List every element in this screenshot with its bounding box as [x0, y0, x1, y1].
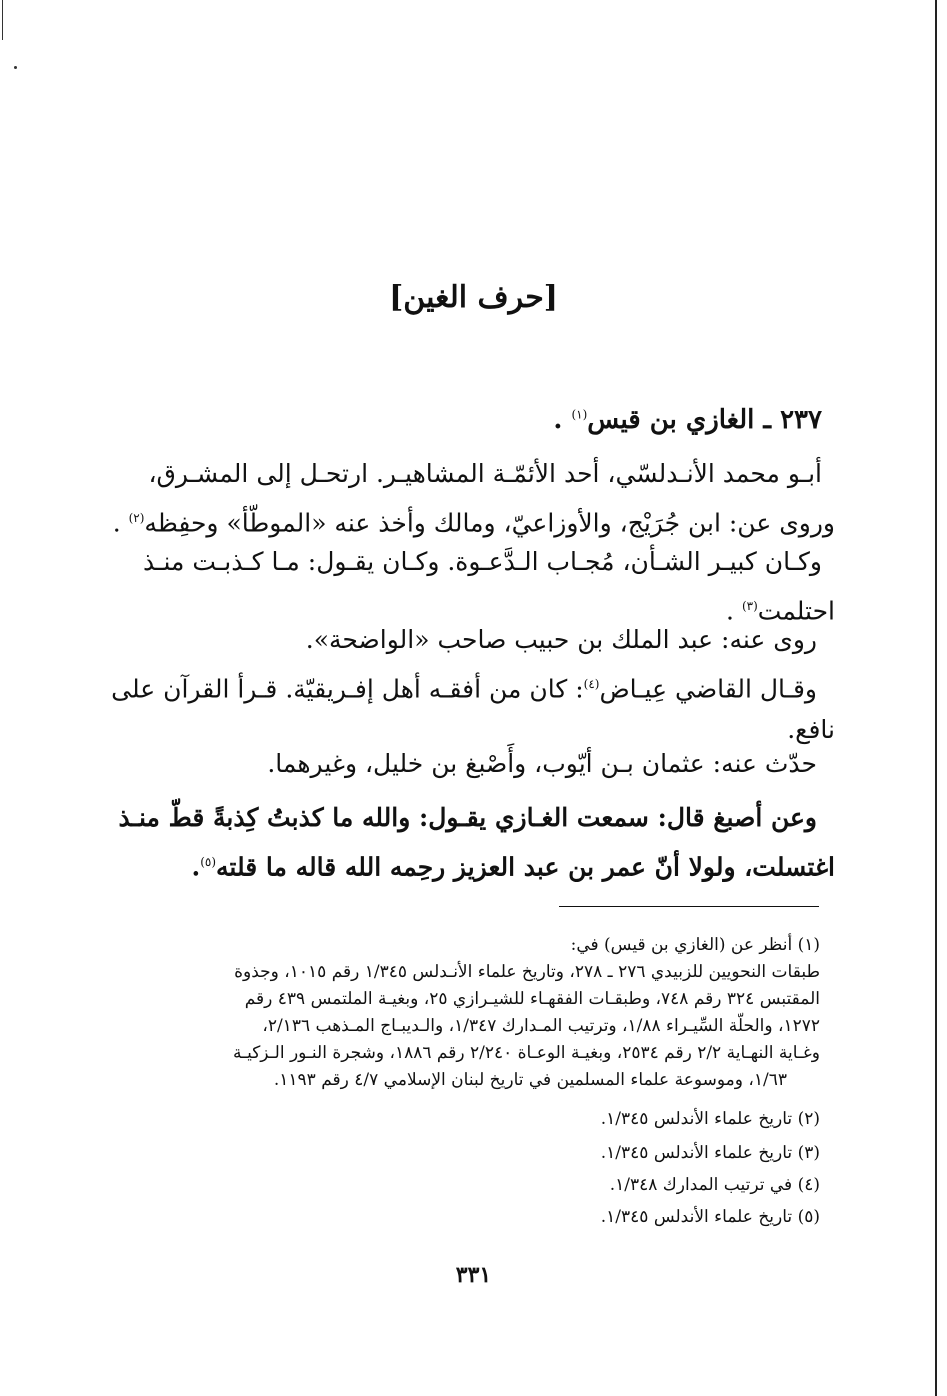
- footnote-5-text: تاريخ علماء الأندلس ١/٣٤٥.: [600, 1207, 793, 1227]
- footnote-4-text: في ترتيب المدارك ١/٣٤٨.: [609, 1175, 793, 1195]
- body-line-2-end: .: [112, 508, 121, 538]
- body-line-10-text: اغتسلت، ولولا أنّ عمر بن عبد العزيز رحِمه الله قاله ما قلته: [216, 852, 835, 882]
- entry-title-footnote-ref[interactable]: (١): [571, 407, 588, 422]
- body-line-3: وكـان كبيـر الشـأن، مُجـاب الـدَّعـوة. وكـان يقـول: مـا كـذبـت منـذ: [143, 547, 822, 576]
- footnote-1-line-4: ١٢٧٢، والحلّة السِّيـراء ١/٨٨، وترتيب المـدارك ١/٣٤٧، والـديبـاج المـذهب ٢/١٣٦،: [262, 1016, 820, 1036]
- footnote-3-number: (٣): [797, 1143, 820, 1163]
- body-line-9: وعن أصبغ قال: سمعت الغـازي يقـول: والله ما كذبتُ كِذبةً قطّ منـذ: [118, 803, 817, 832]
- footnote-ref-2[interactable]: (٢): [128, 511, 145, 525]
- entry-title-end: .: [553, 405, 563, 435]
- body-line-10-end: .: [191, 852, 201, 882]
- footnote-ref-3[interactable]: (٣): [741, 599, 758, 613]
- footnote-ref-4[interactable]: (٤): [583, 677, 600, 691]
- footnote-1-line-1: [571, 934, 820, 956]
- footnote-1-line-5: وغـاية النهـاية ٢/٢ رقم ٢٥٣٤، وبغيـة الوعـاة ٢/٢٤٠ رقم ١٨٨٦، وشجرة النـور الـزكيـة: [232, 1043, 820, 1063]
- footnote-4-number: (٤): [797, 1175, 820, 1195]
- page-edge-line: [935, 0, 937, 1396]
- footnote-5-number: (٥): [797, 1207, 820, 1227]
- footnote-3-text: تاريخ علماء الأندلس ١/٣٤٥.: [600, 1143, 793, 1163]
- body-line-6-end: : كان من أفقـه أهل إفـريقيّة. قـرأ القرآن على: [111, 674, 584, 704]
- footnote-5: [601, 1206, 820, 1228]
- footnote-ref-5[interactable]: (٥): [200, 855, 217, 869]
- body-line-5: روى عنه: عبد الملك بن حبيب صاحب «الواضحة».: [305, 625, 817, 654]
- body-line-6-text: وقـال القاضي عِيـاض: [599, 674, 817, 704]
- scan-edge-mark: [2, 0, 3, 40]
- scan-speck: [14, 66, 17, 69]
- page-number: ٣٣١: [455, 1262, 492, 1288]
- body-line-1: أبـو محمد الأنـدلسّي، أحد الأئمّـة المشاهيـر. ارتحـل إلى المشـرق،: [148, 459, 822, 488]
- body-line-4-text: احتلمت: [757, 596, 835, 626]
- footnote-separator: [559, 906, 819, 907]
- body-line-8: حدّث عنه: عثمان بـن أيّوب، وأَصْبغ بن خليل، وغيرهما.: [267, 749, 817, 778]
- chapter-title: [حرف الغين]: [389, 280, 558, 315]
- footnote-4: [610, 1174, 820, 1196]
- footnote-2-number: (٢): [797, 1109, 820, 1129]
- body-line-6: [111, 668, 817, 705]
- body-line-10: [191, 846, 835, 883]
- footnote-3: [601, 1142, 820, 1164]
- body-line-7: نافع.: [787, 715, 835, 744]
- footnote-2: [601, 1108, 820, 1130]
- footnote-2-text: تاريخ علماء الأندلس ١/٣٤٥.: [600, 1109, 793, 1129]
- entry-title: [553, 405, 822, 435]
- footnote-1-text: أنظر عن (الغازي بن قيس) في:: [570, 935, 793, 955]
- body-line-2: [113, 502, 835, 539]
- body-line-4-end: .: [726, 596, 734, 626]
- body-line-2-text: وروى عن: ابن جُرَيْج، والأوزاعيّ، ومالك وأخذ عنه «الموطّأ» وحفِظه: [144, 508, 835, 538]
- footnote-1-line-6: ١/٦٣، وموسوعة علماء المسلمين في تاريخ لبنان الإسلامي ٤/٧ رقم ١١٩٣.: [273, 1070, 787, 1090]
- body-line-4: [726, 590, 835, 627]
- footnote-1-number: (١): [797, 935, 820, 955]
- footnote-1-line-2: طبقات النحويين للزبيدي ٢٧٦ ـ ٢٧٨، وتاريخ علماء الأنـدلس ١/٣٤٥ رقم ١٠١٥، وجذوة: [234, 962, 820, 982]
- entry-title-text: ٢٣٧ ـ الغازي بن قيس: [587, 405, 822, 435]
- footnote-1-line-3: المقتبس ٣٢٤ رقم ٧٤٨، وطبقـات الفقهـاء للشيـرازي ٢٥، وبغيـة الملتمس ٤٣٩ رقم: [244, 989, 820, 1009]
